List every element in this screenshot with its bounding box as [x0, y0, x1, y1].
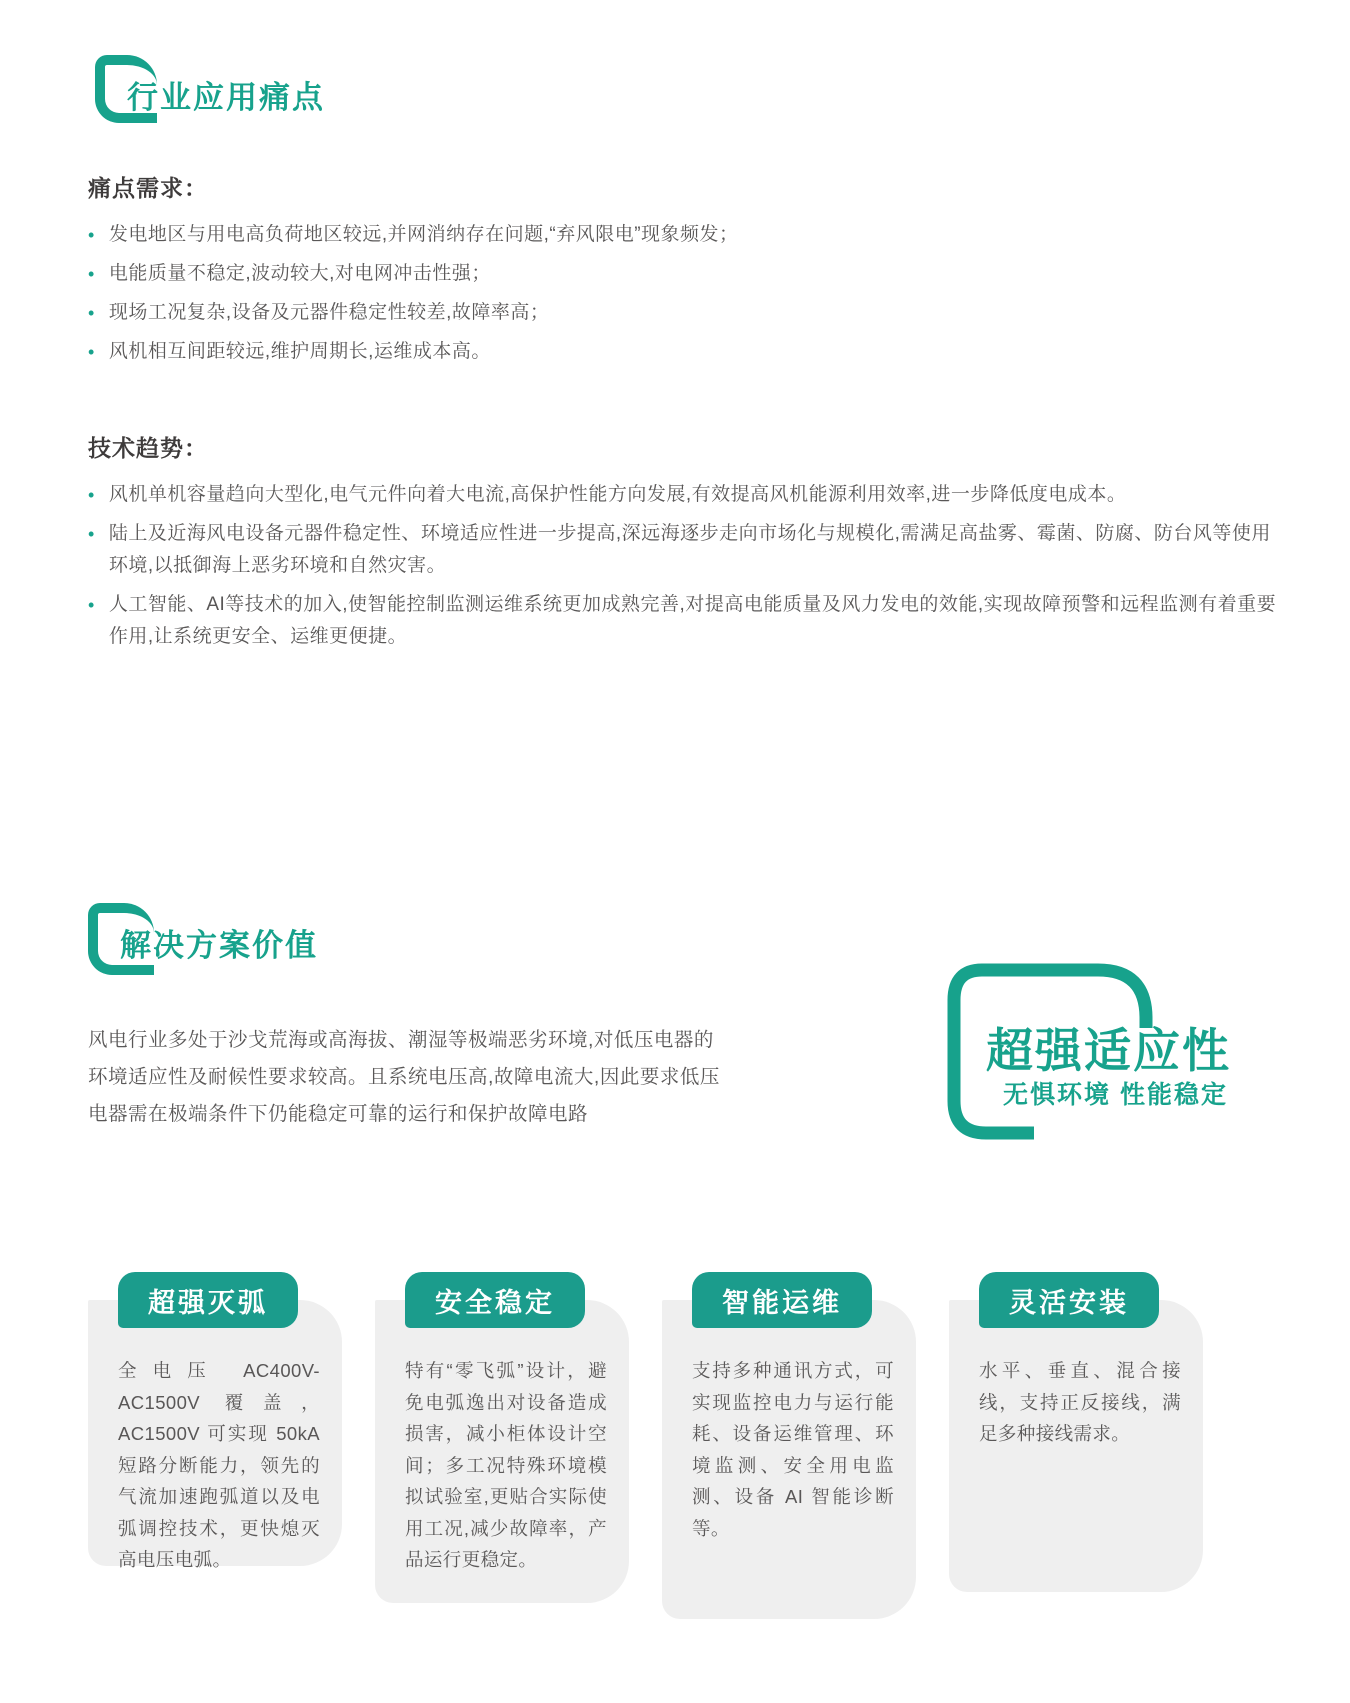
feature-card-arc-extinguishing — [88, 1272, 342, 1619]
card-body-text: 支持多种通讯方式，可实现监控电力与运行能耗、设备运维管理、环境监测、安全用电监测、设备 AI 智能诊断等。 — [662, 1300, 916, 1619]
list-item — [88, 589, 1283, 653]
tech-trend-block — [88, 430, 1283, 660]
bullet-dot-icon: • — [88, 303, 95, 323]
badge-subtitle: 无惧环境 性能稳定 — [1003, 1081, 1228, 1109]
feature-card-smart-ops — [662, 1272, 916, 1619]
list-item-text: 风机单机容量趋向大型化,电气元件向着大电流,高保护性能方向发展,有效提高风机能源利用效率,进一步降低度电成本。 — [108, 484, 1127, 505]
solution-paragraph: 风电行业多处于沙戈荒海或高海拔、潮湿等极端恶劣环境,对低压电器的环境适应性及耐候性要求较高。且系统电压高,故障电流大,因此要求低压电器需在极端条件下仍能稳定可靠的运行和保护故障电路 — [88, 1029, 720, 1125]
section-pain-header — [95, 55, 325, 117]
card-title-badge: 超强灭弧 — [118, 1272, 298, 1328]
list-item — [88, 258, 1068, 290]
bullet-dot-icon: • — [88, 524, 95, 544]
bullet-dot-icon: • — [88, 485, 95, 505]
card-title-badge: 安全稳定 — [405, 1272, 585, 1328]
adaptability-badge — [946, 962, 1231, 1142]
list-item-text: 陆上及近海风电设备元器件稳定性、环境适应性进一步提高,深远海逐步走向市场化与规模化,需满足高盐雾、霉菌、防腐、防台风等使用环境,以抵御海上恶劣环境和自然灾害。 — [108, 523, 1271, 576]
badge-title: 超强适应性 — [986, 1024, 1231, 1077]
card-title-badge: 灵活安装 — [979, 1272, 1159, 1328]
list-item — [88, 219, 1068, 251]
list-item-text: 人工智能、AI等技术的加入,使智能控制监测运维系统更加成熟完善,对提高电能质量及风力发电的效能,实现故障预警和远程监测有着重要作用,让系统更安全、运维更便捷。 — [108, 594, 1277, 647]
card-body-text: 全电压 AC400V-AC1500V 覆盖，AC1500V 可实现 50kA 短路分断能力，领先的气流加速跑弧道以及电弧调控技术，更快熄灭高电压电弧。 — [88, 1300, 342, 1566]
list-item — [88, 336, 1068, 368]
feature-cards-row — [88, 1272, 1203, 1619]
list-item — [88, 518, 1283, 582]
bullet-dot-icon: • — [88, 264, 95, 284]
section-solution-title: 解决方案价值 — [120, 928, 318, 963]
card-body-text: 特有“零飞弧”设计，避免电弧逸出对设备造成损害，减小柜体设计空间；多工况特殊环境模拟试验室,更贴合实际使用工况,减少故障率，产品运行更稳定。 — [375, 1300, 629, 1603]
pain-demand-heading: 痛点需求： — [88, 175, 208, 201]
tech-trend-heading: 技术趋势： — [88, 435, 208, 461]
card-title-badge: 智能运维 — [692, 1272, 872, 1328]
list-item — [88, 297, 1068, 329]
bullet-dot-icon: • — [88, 342, 95, 362]
list-item-text: 发电地区与用电高负荷地区较远,并网消纳存在问题,“弃风限电”现象频发； — [108, 224, 739, 245]
feature-card-safety — [375, 1272, 629, 1619]
section-pain-title: 行业应用痛点 — [127, 80, 325, 115]
bullet-dot-icon: • — [88, 225, 95, 245]
card-body-text: 水平、垂直、混合接线，支持正反接线，满足多种接线需求。 — [949, 1300, 1203, 1592]
feature-card-flexible-install — [949, 1272, 1203, 1619]
pain-demand-block — [88, 170, 1068, 375]
list-item-text: 风机相互间距较远,维护周期长,运维成本高。 — [108, 341, 491, 362]
list-item-text: 现场工况复杂,设备及元器件稳定性较差,故障率高； — [108, 302, 550, 323]
section-solution-header — [88, 903, 318, 965]
list-item — [88, 479, 1283, 511]
list-item-text: 电能质量不稳定,波动较大,对电网冲击性强； — [108, 263, 491, 284]
bullet-dot-icon: • — [88, 595, 95, 615]
